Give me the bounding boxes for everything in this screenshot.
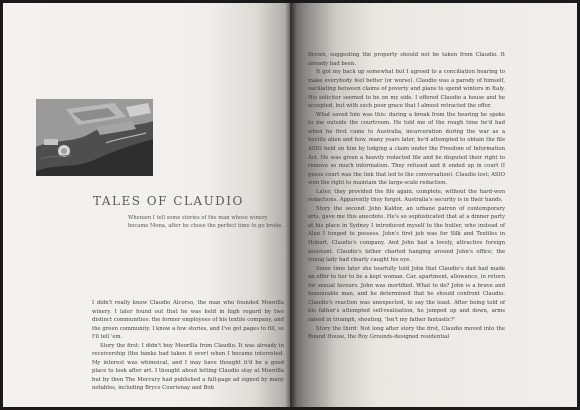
paragraph: Story the first: I didn't buy Moorilla from Claudio. It was already in receivership (the banks had taken it over) when I became interested. My interest was whimsical, and I may have thought it'd be a good place to look after art. I thought about letting Claudio stay at Moorilla but by then The Mercury had published a full-page ad signed by many notables, including Bryce Courtenay and Bob [92, 342, 284, 392]
paragraph: What saved him was this: during a break from the hearing he spoke to me outside the courtroom. He told me of the rough time he'd had when he first came to Australia, incarceration during the war as a hostile alien and how, many years later, he'd attempted to obtain the file ASIO held on him by lodging a claim under the Freedom of Information Act. He was given a heavily redacted file and he disputed their right to remove so much information. They refused and it ended up in court (I guess court was the link that led to the conversation). Claudio lost; ASIO won the right to maintain the large-scale redaction. [308, 111, 505, 187]
book-spread [3, 3, 577, 407]
paragraph: Story the second: John Kaldor, an urbane patron of contemporary arts, gave me this anecdote. He's so sophisticated that at a dinner party at his place in Sydney I introduced myself to the butler, who instead of Alan I tonged to possess. John's first job was for Silk and Textiles in Hobart, Claudio's company. And John had a lovely, attractive foreign assistant. Claudio's father charted hanging around John's office; the young lady had clearly caught his eye. [308, 205, 505, 264]
left-text-column [92, 299, 284, 393]
book-gutter [285, 3, 297, 407]
article-title: TALES OF CLAUDIO [93, 194, 244, 208]
paragraph: I didn't really know Claudio Alcorso, the man who founded Moorilla winery. I later found out that he was held in high regard by two distinct communities: the former employees of his textile company, and the green community. I know a few stories, and I've got pages to fill, so I'll tell 'em. [92, 300, 284, 341]
paragraph: Later, they provided the file again, complete, without the hard-won redactions. Apparently they forgot. Australia's security is in their hands. [308, 188, 505, 204]
paragraph: Story the third: Not long after story the first, Claudio moved into the Round House, the Roy Grounds-designed residential [308, 325, 505, 341]
article-standfirst: Whenien I tell some stories of the man whose winery became Mona, after he chose the perfect time to go broke. [128, 215, 284, 230]
aerial-photo [36, 99, 153, 176]
paragraph: Brown, suggesting the property should not be taken from Claudio. It already had been. [308, 52, 505, 67]
paragraph: Some time later she tearfully told John that Claudio's dad had made an offer to her to be a kept woman. Car, apartment, allowance, in return for sexual favours. John was mortified. What to do? John is a brave and honourable man, and he determined that he should confront Claudio. Claudio's reaction was unexpected, to say the least. After being told of his father's attempted self-realisation, he jumped up and down, arms raised in triumph, shouting, 'Isn't my father fantastic?' [308, 265, 505, 323]
right-text-column [308, 51, 505, 342]
paragraph: It got my back up somewhat but I agreed to a conciliation hearing to make everybody feel better (or worse). Claudio was a parody of himself, vacillating between claims of poverty and plans to spend winters in Italy. His solicitor seemed to be on my side. I offered Claudio a house and he accepted, but with such poor grace that I almost retracted the offer. [308, 69, 505, 110]
